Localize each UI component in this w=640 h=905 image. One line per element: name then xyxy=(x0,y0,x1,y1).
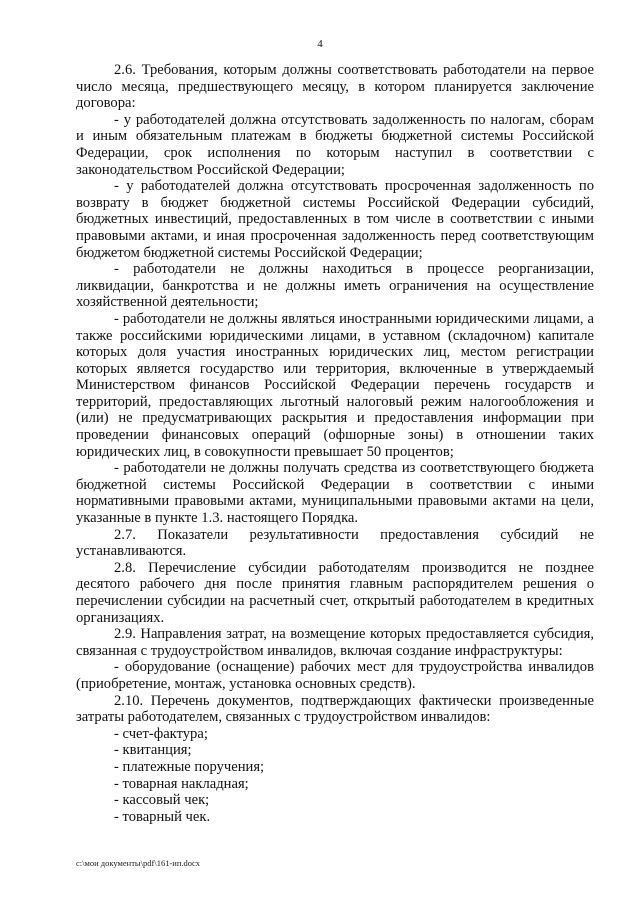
page-number: 4 xyxy=(317,38,323,50)
section-2-9: 2.9. Направления затрат, на возмещение которых предоставляется субсидия, связанная с трудоустройством инвалидов, включая создание инфраструктуры: xyxy=(76,626,594,659)
requirement-tax-debt: - у работодателей должна отсутствовать задолженность по налогам, сборам и иным обязательным платежам в бюджеты бюджетной системы Российской Федерации, срок исполнения по которым наступил в соответствии с законодательством Российской Федерации; xyxy=(76,111,594,178)
list-item-payment-orders: - платежные поручения; xyxy=(114,758,265,775)
list-item-receipt: - квитанция; xyxy=(114,742,192,759)
list-item-invoice: - счет-фактура; xyxy=(114,725,208,742)
requirement-not-foreign: - работодатели не должны являться иностранными юридическими лицами, а также российскими юридическими лицами, в уставном (складочном) капитале которых доля участия иностранных юридических лиц, местом регистрации которых является государство или территория, включенные в утверждаемый Министерством финансов Российской Федерации перечень государств и территорий, предоставляющих льготный налоговый режим налогообложения и (или) не предусматривающих раскрытия и предоставления информации при проведении финансовых операций (офшорные зоны) в отношении таких юридических лиц, в совокупности превышает 50 процентов; xyxy=(76,310,594,460)
section-2-10: 2.10. Перечень документов, подтверждающих фактически произведенные затраты работодателем, связанных с трудоустройством инвалидов: xyxy=(76,692,594,726)
section-2-7: 2.7. Показатели результативности предоставления субсидий не устанавливаются. xyxy=(76,526,594,560)
section-2-6-intro: 2.6. Требования, которым должны соответствовать работодатели на первое число месяца, предшествующего месяцу, в котором планируется заключение договора: xyxy=(76,62,594,112)
list-item-sales-receipt: - товарный чек. xyxy=(114,808,211,825)
list-item-waybill: - товарная накладная; xyxy=(114,775,249,792)
footer-file-path: c:\мои документы\pdf\161-ип.docx xyxy=(76,858,201,868)
section-2-8: 2.8. Перечисление субсидии работодателям производится не позднее десятого рабочего дня после принятия главным распорядителем решения о перечислении субсидии на расчетный счет, открытый работодателем в кредитных организациях. xyxy=(76,559,594,626)
list-item-cash-receipt: - кассовый чек; xyxy=(114,792,210,809)
cost-direction-equipment: - оборудование (оснащение) рабочих мест для трудоустройства инвалидов (приобретение, монтаж, установка основных средств). xyxy=(76,659,594,692)
requirement-no-other-funds: - работодатели не должны получать средства из соответствующего бюджета бюджетной системы Российской Федерации в соответствии с иными нормативными правовыми актами, муниципальными правовыми актами на цели, указанные в пункте 1.3. настоящего Порядка. xyxy=(76,460,594,527)
requirement-overdue-debt: - у работодателей должна отсутствовать просроченная задолженность по возврату в бюджет бюджетной системы Российской Федерации субсидий, бюджетных инвестиций, предоставленных в том числе в соответствии с иными правовыми актами, и иная просроченная задолженность перед соответствующим бюджетом бюджетной системы Российской Федерации; xyxy=(76,178,594,261)
requirement-no-reorganization: - работодатели не должны находиться в процессе реорганизации, ликвидации, банкротства и не должны иметь ограничения на осуществление хозяйственной деятельности; xyxy=(76,261,594,311)
document-body xyxy=(76,62,594,825)
